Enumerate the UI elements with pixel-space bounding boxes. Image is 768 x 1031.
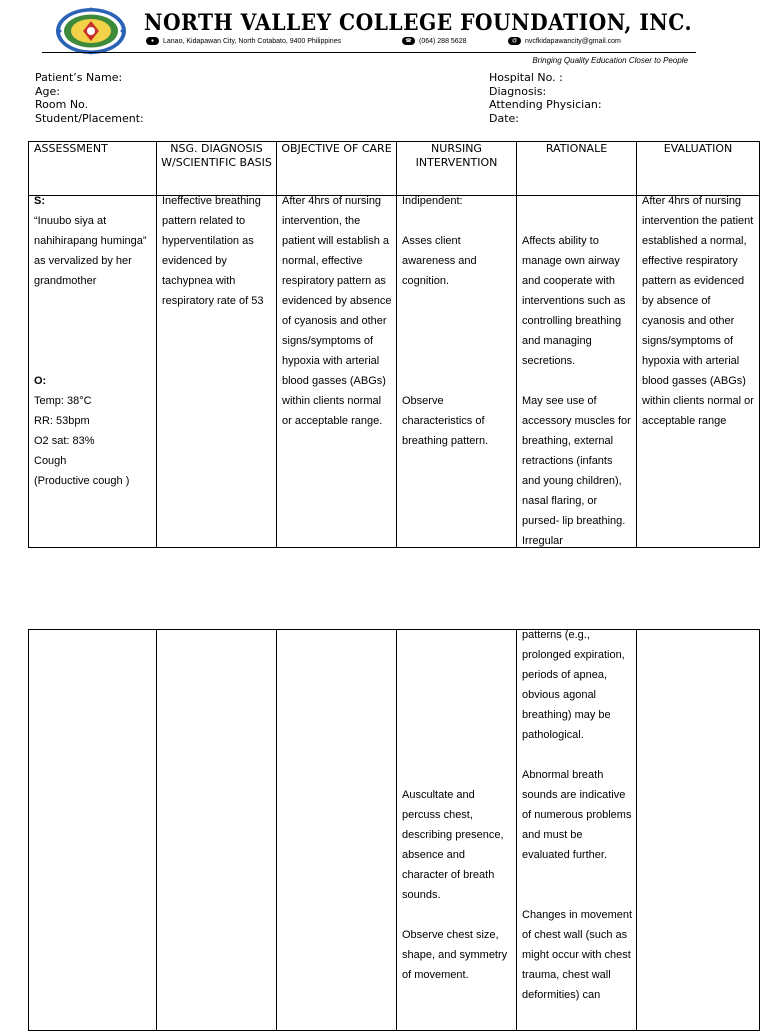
diagnosis-label: Diagnosis:: [489, 84, 547, 98]
temp-value: Temp: 38°C: [34, 395, 92, 407]
rationale-cell: [517, 196, 637, 548]
intervention-item-3: Auscultate and percuss chest, describing presence, absence and character of breath sounds.: [402, 789, 504, 901]
patient-info-left: [35, 71, 144, 125]
date-label: Date:: [489, 111, 519, 125]
rationale-item-3: Abnormal breath sounds are indicative of numerous problems and must be evaluated further.: [522, 769, 632, 861]
location-pin-icon: ●: [146, 37, 159, 45]
table-header-row: [29, 142, 760, 196]
phone-text: (064) 288 5628: [419, 37, 467, 45]
care-plan-table: [28, 141, 760, 548]
objective-data-label: O:: [34, 375, 47, 387]
rationale-item-1: Affects ability to manage own airway and cooperate with interventions such as controlling breathing and managing secretions.: [522, 235, 626, 367]
intervention-cell: [397, 196, 517, 548]
patient-info-right: [489, 71, 602, 125]
address-text: Lanao, Kidapawan City, North Cotabato, 9400 Philippines: [163, 37, 342, 45]
phone-item: [402, 37, 466, 45]
header-rule: [42, 52, 696, 53]
header-intervention: NURSING INTERVENTION: [397, 142, 517, 196]
diagnosis-cell: [157, 196, 277, 548]
evaluation-cell: [637, 196, 760, 548]
intervention-cell-continued: [397, 630, 517, 1031]
table-row: [29, 196, 760, 548]
email-item: [508, 37, 621, 45]
rationale-item-2: May see use of accessory muscles for breathing, external retractions (infants and young children), nasal flaring, or pursed- lip breathing. Irregular: [522, 395, 631, 547]
objective-text: After 4hrs of nursing intervention, the patient will establish a normal, effective respiratory pattern as evidenced by absence of cyanosis and other signs/symptoms of hypoxia with arterial blood gasses (ABGs) within clients normal or acceptable range.: [282, 195, 392, 427]
intervention-item-1: Asses client awareness and cognition.: [402, 235, 477, 287]
subjective-label: S:: [34, 195, 45, 207]
physician-label: Attending Physician:: [489, 98, 602, 111]
evaluation-cell-continued: [637, 630, 760, 1031]
student-placement-label: Student/Placement:: [35, 111, 144, 125]
assessment-cell-continued: [29, 630, 157, 1031]
age-label: Age:: [35, 84, 60, 98]
header-rationale: RATIONALE: [517, 142, 637, 196]
letterhead: [40, 4, 696, 64]
cough-note: (Productive cough ): [34, 475, 130, 487]
contact-line: [146, 37, 706, 51]
table-row: [29, 630, 760, 1031]
rationale-item-2-continued: patterns (e.g., prolonged expiration, periods of apnea, obvious agonal breathing) may be pathological.: [522, 629, 625, 741]
intervention-item-2: Observe characteristics of breathing pattern.: [402, 395, 489, 447]
objective-cell-continued: [277, 630, 397, 1031]
college-seal-logo: [54, 6, 128, 56]
diagnosis-text: Ineffective breathing pattern related to hyperventilation as evidenced by tachypnea with respiratory rate of 53: [162, 195, 264, 307]
college-name: NORTH VALLEY COLLEGE FOUNDATION, INC.: [144, 10, 692, 36]
address-item: [146, 37, 341, 45]
rationale-cell-continued: [517, 630, 637, 1031]
rr-value: RR: 53bpm: [34, 415, 90, 427]
tagline: Bringing Quality Education Closer to People: [532, 56, 688, 65]
assessment-cell: [29, 196, 157, 548]
intervention-label: Indipendent:: [402, 195, 463, 207]
patient-name-label: Patient’s Name:: [35, 71, 123, 84]
evaluation-text: After 4hrs of nursing intervention the patient established a normal, effective respiratory pattern as evidenced by absence of cyanosis and other signs/symptoms of hypoxia with arterial blood gasses (ABGs) within clients normal or acceptable range: [642, 195, 754, 427]
header-assessment: ASSESSMENT: [29, 142, 157, 196]
intervention-item-4: Observe chest size, shape, and symmetry of movement.: [402, 929, 508, 981]
email-icon: @: [508, 37, 521, 45]
header-diagnosis: NSG. DIAGNOSIS W/SCIENTIFIC BASIS: [157, 142, 277, 196]
rationale-item-4: Changes in movement of chest wall (such as might occur with chest trauma, chest wall deformities) can: [522, 909, 633, 1001]
phone-icon: ☎: [402, 37, 415, 45]
email-text: nvcfkidapawancity@gmail.com: [525, 37, 621, 45]
subjective-text: “Inuubo siya at nahihirapang huminga” as vervalized by her grandmother: [34, 215, 147, 287]
care-plan-table-continued: [28, 629, 760, 1031]
diagnosis-cell-continued: [157, 630, 277, 1031]
room-label: Room No.: [35, 98, 89, 111]
header-objective: OBJECTIVE OF CARE: [277, 142, 397, 196]
header-evaluation: EVALUATION: [637, 142, 760, 196]
hospital-no-label: Hospital No. :: [489, 71, 563, 84]
o2-sat-value: O2 sat: 83%: [34, 435, 95, 447]
cough-value: Cough: [34, 455, 67, 467]
objective-cell: [277, 196, 397, 548]
